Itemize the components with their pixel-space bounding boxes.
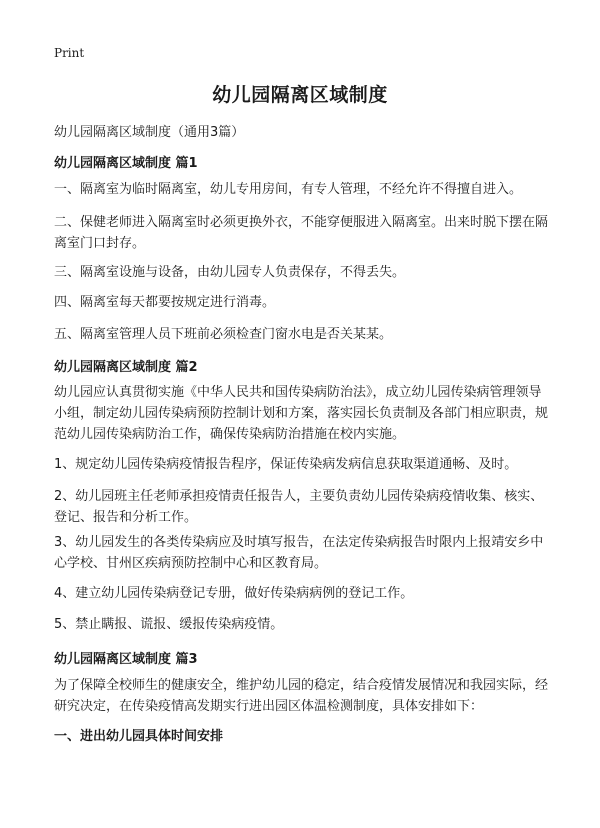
- print-link[interactable]: Print: [54, 46, 85, 60]
- section-heading-3: 幼儿园隔离区域制度 篇3: [54, 652, 198, 667]
- paragraph: 3、幼儿园发生的各类传染病应及时填写报告，在法定传染病报告时限内上报靖安乡中心学校、甘州区疾病预防控制中心和区教育局。: [54, 535, 544, 571]
- paragraph: 为了保障全校师生的健康安全，维护幼儿园的稳定，结合疫情发展情况和我园实际，经研究决定，在传染疫情高发期实行进出园区体温检测制度，具体安排如下：: [54, 678, 549, 714]
- paragraph: 5、禁止瞒报、谎报、缓报传染病疫情。: [54, 617, 284, 632]
- paragraph: 4、建立幼儿园传染病登记专册，做好传染病病例的登记工作。: [54, 586, 414, 601]
- paragraph: 二、保健老师进入隔离室时必须更换外衣，不能穿便服进入隔离室。出来时脱下摆在隔离室门口封存。: [54, 215, 549, 251]
- subsection-heading: 一、进出幼儿园具体时间安排: [54, 729, 224, 744]
- paragraph: 三、隔离室设施与设备，由幼儿园专人负责保存，不得丢失。: [54, 265, 406, 280]
- document-subtitle: 幼儿园隔离区域制度（通用3篇）: [54, 125, 245, 140]
- paragraph: 幼儿园应认真贯彻实施《中华人民共和国传染病防治法》，成立幼儿园传染病管理领导小组，制定幼儿园传染病预防控制计划和方案，落实园长负责制及各部门相应职责，规范幼儿园传染病防治工作，确保传染病防治措施在校内实施。: [54, 385, 549, 442]
- section-heading-2: 幼儿园隔离区域制度 篇2: [54, 360, 198, 375]
- paragraph: 一、隔离室为临时隔离室，幼儿专用房间，有专人管理，不经允许不得擅自进入。: [54, 182, 523, 197]
- document-title: 幼儿园隔离区域制度: [212, 84, 388, 106]
- paragraph: 1、规定幼儿园传染病疫情报告程序，保证传染病发病信息获取渠道通畅、及时。: [54, 457, 518, 472]
- section-heading-1: 幼儿园隔离区域制度 篇1: [54, 156, 198, 171]
- paragraph: 四、隔离室每天都要按规定进行消毒。: [54, 295, 276, 310]
- paragraph: 五、隔离室管理人员下班前必须检查门窗水电是否关某某。: [54, 327, 393, 342]
- paragraph: 2、幼儿园班主任老师承担疫情责任报告人，主要负责幼儿园传染病疫情收集、核实、登记、报告和分析工作。: [54, 489, 544, 525]
